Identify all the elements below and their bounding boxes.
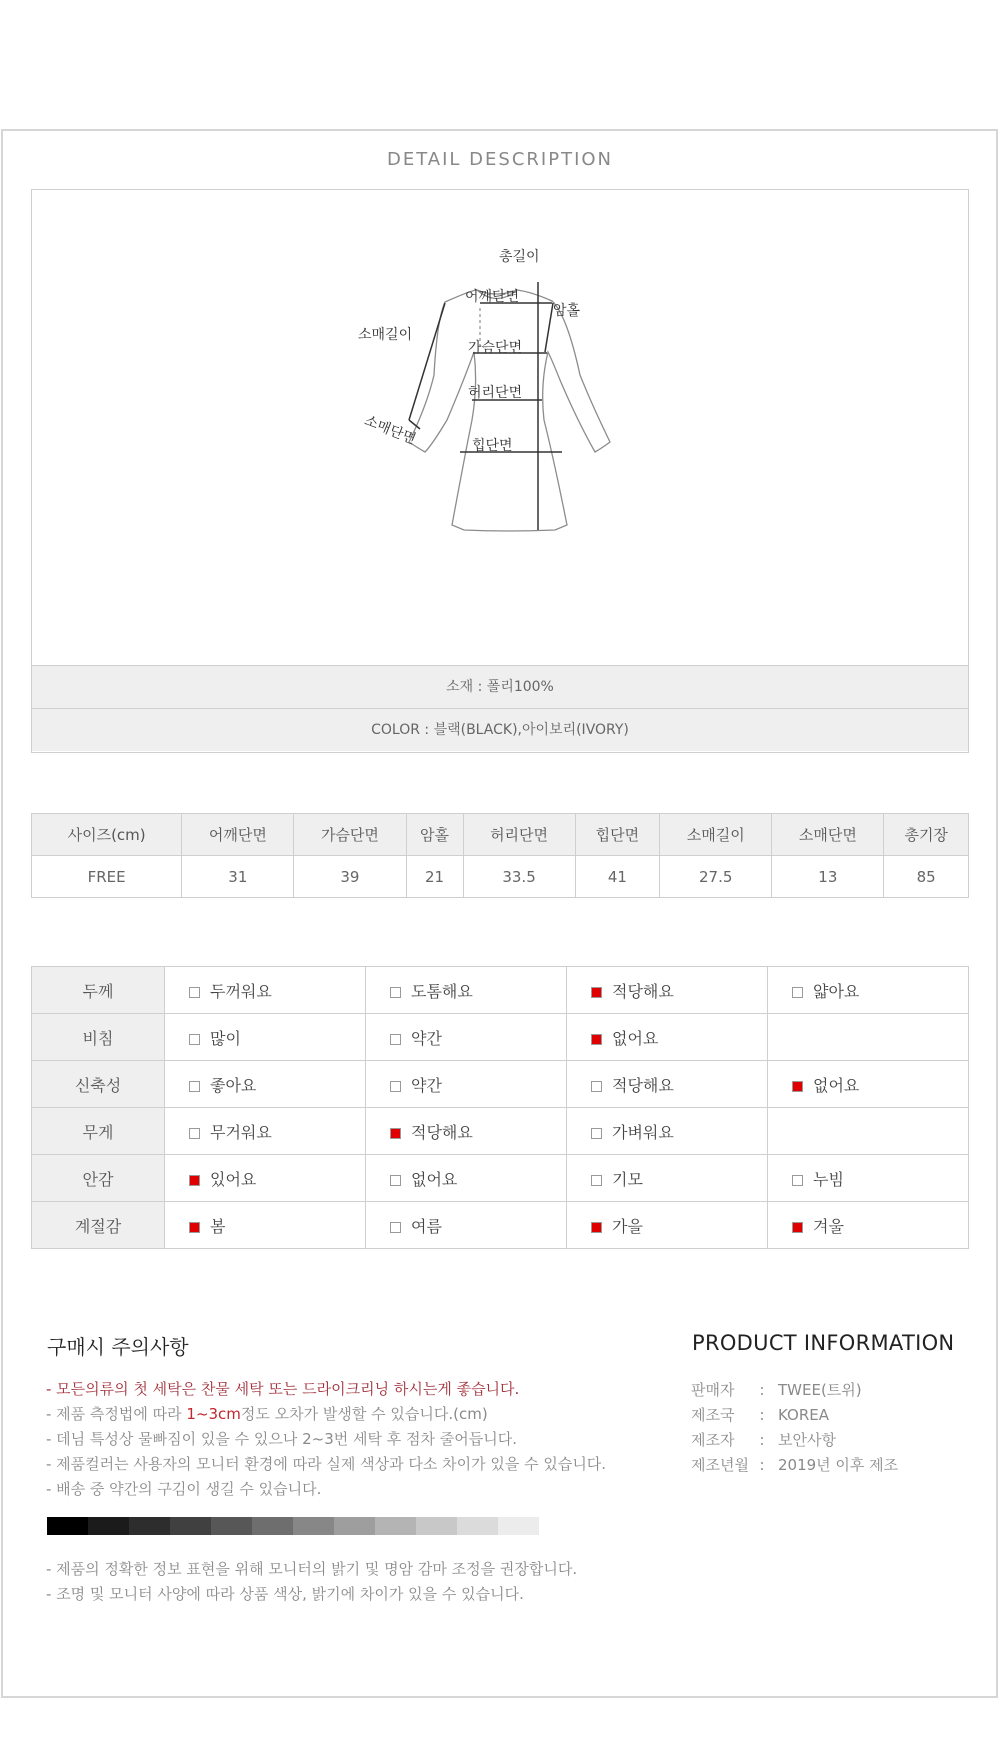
feel-option-label: 여름: [411, 1216, 442, 1236]
info-key: 제조년월: [691, 1456, 749, 1474]
feel-option-label: 없어요: [411, 1169, 458, 1189]
label-shoulder: 어깨단면: [465, 289, 520, 305]
feel-category: 신축성: [32, 1061, 165, 1108]
label-chest: 가슴단면: [468, 340, 523, 356]
feel-category: 두께: [32, 967, 165, 1014]
size-cell: 13: [772, 856, 884, 898]
size-cell: 33.5: [463, 856, 575, 898]
notice-list: [46, 1377, 606, 1502]
feel-option-label: 가을: [612, 1216, 643, 1236]
table-row: [32, 856, 969, 898]
list-item: - 배송 중 약간의 구김이 생길 수 있습니다.: [46, 1480, 322, 1498]
info-sep: :: [759, 1381, 765, 1399]
info-key: 제조자: [691, 1431, 735, 1449]
list-item: [46, 1402, 606, 1427]
unchecked-box-icon: [591, 1081, 602, 1092]
feel-option-label: 약간: [411, 1028, 442, 1048]
sleeve-length-line: [409, 303, 445, 420]
size-header-cell: 암홀: [406, 814, 463, 856]
product-info-row: [691, 1378, 898, 1403]
unchecked-box-icon: [390, 1175, 401, 1186]
feel-option-label: 두꺼워요: [210, 981, 272, 1001]
table-row: [32, 1108, 969, 1155]
checked-box-icon: [792, 1222, 803, 1233]
feel-option: [165, 1108, 366, 1155]
feel-option: [768, 1202, 969, 1249]
size-diagram-box: [31, 189, 969, 753]
size-header-cell: 사이즈(cm): [32, 814, 182, 856]
notice-text: 정도 오차가 발생할 수 있습니다.(cm): [240, 1405, 488, 1423]
checked-box-icon: [591, 1034, 602, 1045]
feel-option: [165, 1014, 366, 1061]
checked-box-icon: [189, 1175, 200, 1186]
list-item: - 제품의 정확한 정보 표현을 위해 모니터의 밝기 및 명암 감마 조정을 권장합니다.: [46, 1560, 578, 1578]
table-row: [32, 1155, 969, 1202]
feel-option-label: 없어요: [612, 1028, 659, 1048]
product-info-list: [691, 1378, 898, 1478]
feel-option-label: 없어요: [813, 1075, 860, 1095]
label-sleeve-length: 소매길이: [358, 327, 413, 343]
size-cell: 41: [575, 856, 660, 898]
grayscale-swatch: [375, 1517, 416, 1535]
size-header-cell: 총기장: [884, 814, 969, 856]
unchecked-box-icon: [591, 1128, 602, 1139]
label-total-length: 총길이: [499, 249, 540, 265]
feel-option-label: 있어요: [210, 1169, 257, 1189]
grayscale-swatch: [211, 1517, 252, 1535]
info-key: 제조국: [691, 1406, 735, 1424]
feel-option: [366, 1155, 567, 1202]
size-header-cell: 소매길이: [660, 814, 772, 856]
table-row: [32, 1061, 969, 1108]
size-cell: 31: [182, 856, 294, 898]
size-header-cell: 어깨단면: [182, 814, 294, 856]
feel-option-label: 적당해요: [411, 1122, 473, 1142]
feel-category: 비침: [32, 1014, 165, 1061]
feel-option: [366, 1061, 567, 1108]
feel-option: [567, 967, 768, 1014]
checked-box-icon: [390, 1128, 401, 1139]
size-header-cell: 가슴단면: [294, 814, 406, 856]
material-row: 소재 : 폴리100%: [32, 665, 968, 708]
label-waist: 허리단면: [468, 385, 523, 401]
color-row: COLOR : 블랙(BLACK),아이보리(IVORY): [32, 708, 968, 751]
info-sep: :: [759, 1431, 765, 1449]
checked-box-icon: [591, 1222, 602, 1233]
notice-text: - 제품 측정법에 따라: [46, 1405, 187, 1423]
unchecked-box-icon: [390, 1034, 401, 1045]
dress-outline: [409, 290, 610, 531]
feel-option: [165, 967, 366, 1014]
grayscale-swatch: [88, 1517, 129, 1535]
feel-option-label: 기모: [612, 1169, 643, 1189]
grayscale-swatch: [170, 1517, 211, 1535]
unchecked-box-icon: [390, 1081, 401, 1092]
empty-cell: [768, 1108, 969, 1155]
feel-option-label: 좋아요: [210, 1075, 257, 1095]
size-cell: 27.5: [660, 856, 772, 898]
feel-option-label: 무거워요: [210, 1122, 272, 1142]
size-cell: 85: [884, 856, 969, 898]
table-row: [32, 1014, 969, 1061]
size-table-header: [32, 814, 969, 856]
info-sep: :: [759, 1456, 765, 1474]
feel-option: [366, 1108, 567, 1155]
feel-option-label: 도톰해요: [411, 981, 473, 1001]
feel-option: [567, 1108, 768, 1155]
product-info-row: [691, 1453, 898, 1478]
armhole-line: [545, 303, 553, 352]
feel-option-label: 얇아요: [813, 981, 860, 1001]
size-header-cell: 소매단면: [772, 814, 884, 856]
fabric-feel-table: [31, 966, 969, 1249]
grayscale-swatch: [498, 1517, 539, 1535]
feel-option-label: 겨울: [813, 1216, 844, 1236]
empty-cell: [768, 1014, 969, 1061]
table-row: [32, 967, 969, 1014]
grayscale-swatch: [416, 1517, 457, 1535]
feel-option: [567, 1155, 768, 1202]
list-item: - 데님 특성상 물빠짐이 있을 수 있으나 2~3번 세탁 후 점차 줄어듭니다.: [46, 1430, 518, 1448]
feel-option-label: 약간: [411, 1075, 442, 1095]
feel-option: [366, 1202, 567, 1249]
grayscale-swatch: [334, 1517, 375, 1535]
unchecked-box-icon: [390, 987, 401, 998]
unchecked-box-icon: [792, 1175, 803, 1186]
unchecked-box-icon: [189, 987, 200, 998]
unchecked-box-icon: [189, 1034, 200, 1045]
info-key: 판매자: [691, 1381, 735, 1399]
product-info-row: [691, 1428, 898, 1453]
grayscale-bar: [47, 1517, 539, 1535]
list-item: - 조명 및 모니터 사양에 따라 상품 색상, 밝기에 차이가 있을 수 있습니다.: [46, 1585, 524, 1603]
product-info-row: [691, 1403, 898, 1428]
feel-option: [366, 967, 567, 1014]
checked-box-icon: [591, 987, 602, 998]
detail-title: DETAIL DESCRIPTION: [386, 149, 614, 170]
feel-option: [165, 1202, 366, 1249]
feel-option-label: 적당해요: [612, 981, 674, 1001]
info-sep: :: [759, 1406, 765, 1424]
info-value: KOREA: [778, 1406, 829, 1424]
feel-option: [366, 1014, 567, 1061]
notice-highlight: 1~3cm: [186, 1405, 241, 1423]
grayscale-swatch: [252, 1517, 293, 1535]
size-table: [31, 813, 969, 898]
notice-title: 구매시 주의사항: [47, 1335, 189, 1359]
info-value: 2019년 이후 제조: [778, 1456, 899, 1474]
feel-option-label: 가벼워요: [612, 1122, 674, 1142]
feel-option: [567, 1014, 768, 1061]
grayscale-swatch: [47, 1517, 88, 1535]
feel-option-label: 누빔: [813, 1169, 844, 1189]
grayscale-swatch: [457, 1517, 498, 1535]
unchecked-box-icon: [189, 1081, 200, 1092]
feel-category: 무게: [32, 1108, 165, 1155]
feel-option-label: 적당해요: [612, 1075, 674, 1095]
unchecked-box-icon: [591, 1175, 602, 1186]
unchecked-box-icon: [390, 1222, 401, 1233]
monitor-notice-list: [46, 1557, 577, 1607]
checked-box-icon: [792, 1081, 803, 1092]
label-armhole: 암홀: [553, 303, 581, 319]
feel-option: [768, 967, 969, 1014]
list-item: - 모든의류의 첫 세탁은 찬물 세탁 또는 드라이크리닝 하시는게 좋습니다.: [46, 1380, 520, 1398]
feel-option-label: 봄: [210, 1216, 226, 1236]
product-info-title: PRODUCT INFORMATION: [692, 1331, 955, 1355]
info-value: 보안사항: [778, 1431, 836, 1449]
feel-option: [768, 1155, 969, 1202]
info-value: TWEE(트위): [778, 1381, 862, 1399]
feel-category: 계절감: [32, 1202, 165, 1249]
feel-option: [165, 1061, 366, 1108]
feel-option: [567, 1202, 768, 1249]
checked-box-icon: [189, 1222, 200, 1233]
size-cell: 39: [294, 856, 406, 898]
feel-option: [165, 1155, 366, 1202]
label-hip: 힙단면: [472, 438, 513, 454]
table-row: [32, 1202, 969, 1249]
feel-option-label: 많이: [210, 1028, 241, 1048]
unchecked-box-icon: [792, 987, 803, 998]
unchecked-box-icon: [189, 1128, 200, 1139]
grayscale-swatch: [129, 1517, 170, 1535]
label-sleeve-width: 소매단면: [361, 412, 419, 448]
size-cell: 21: [406, 856, 463, 898]
size-cell: FREE: [32, 856, 182, 898]
grayscale-swatch: [293, 1517, 334, 1535]
feel-option: [768, 1061, 969, 1108]
size-header-cell: 힙단면: [575, 814, 660, 856]
feel-option: [567, 1061, 768, 1108]
size-header-cell: 허리단면: [463, 814, 575, 856]
feel-category: 안감: [32, 1155, 165, 1202]
list-item: - 제품컬러는 사용자의 모니터 환경에 따라 실제 색상과 다소 차이가 있을 수 있습니다.: [46, 1455, 607, 1473]
